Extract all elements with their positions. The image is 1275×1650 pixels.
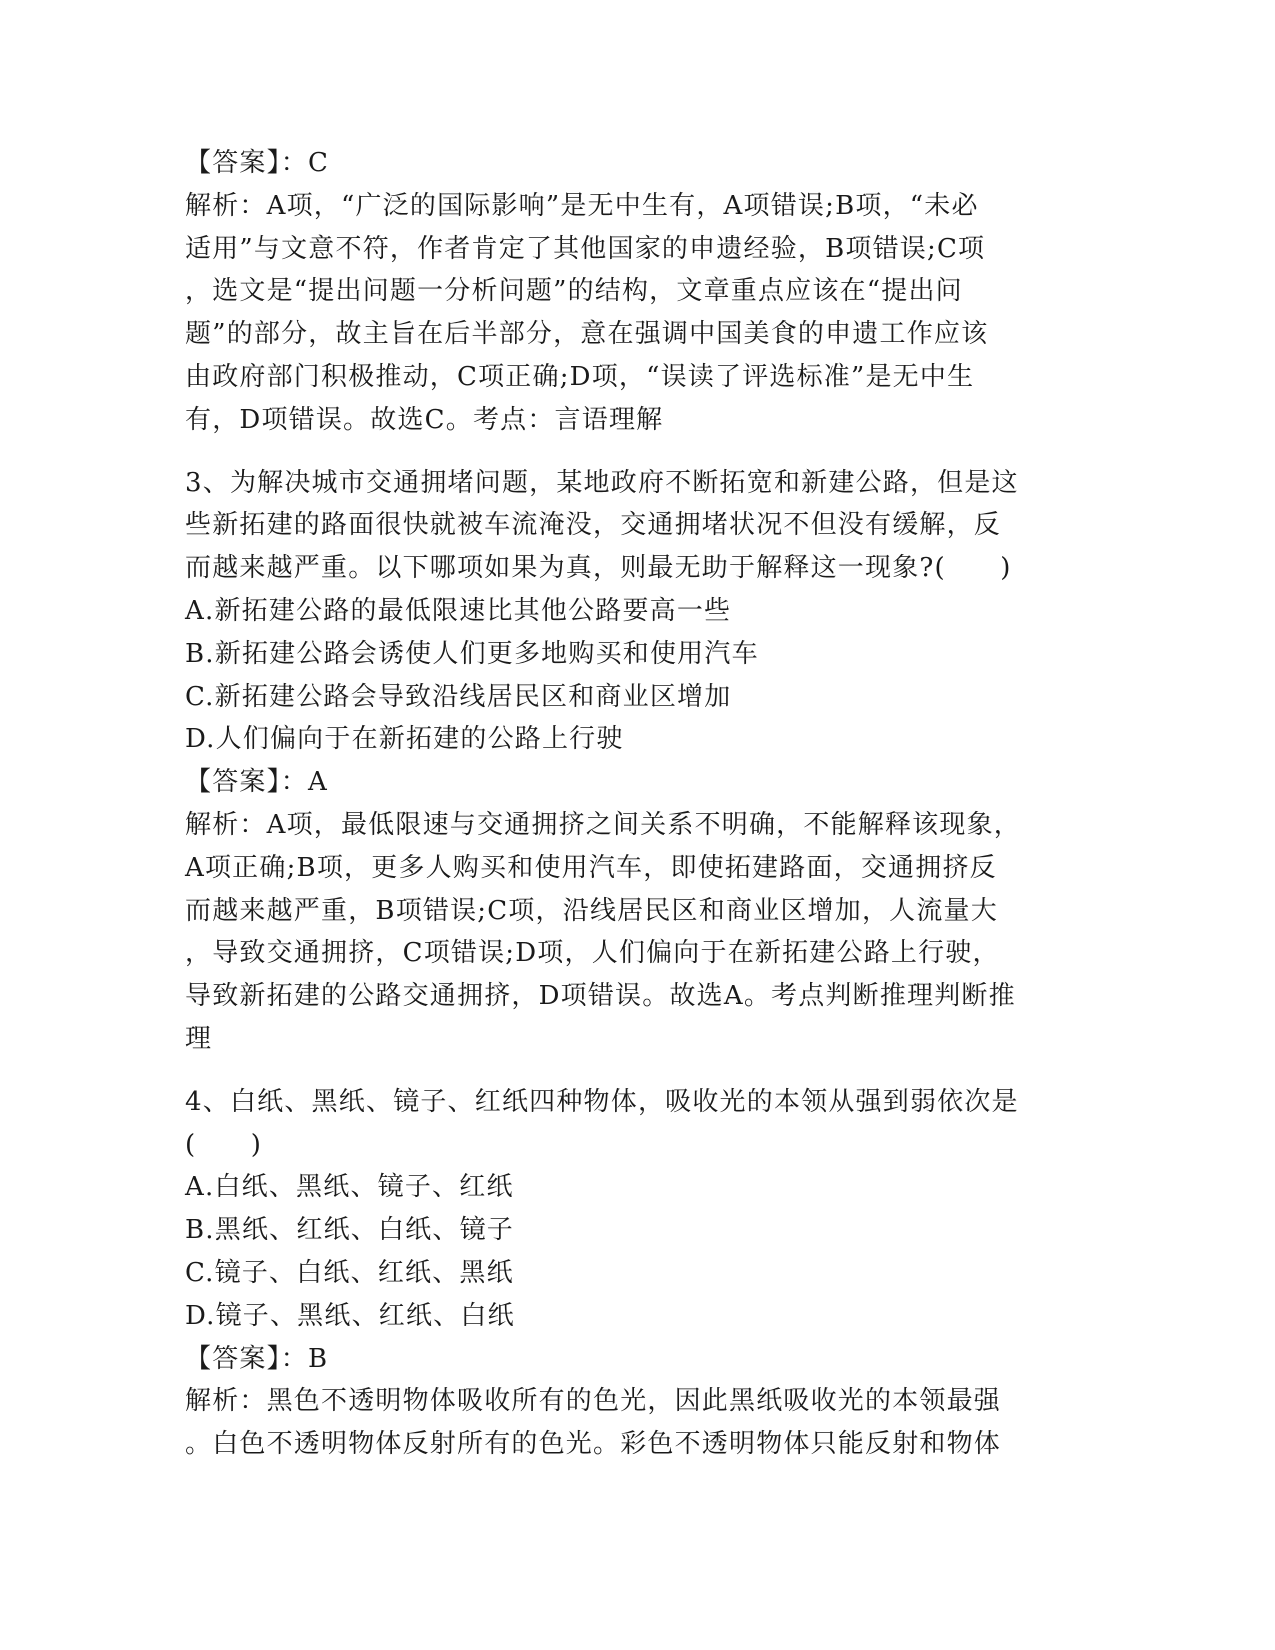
question-line: 3、为解决城市交通拥堵问题，某地政府不断拓宽和新建公路，但是这	[185, 467, 1019, 498]
options-list	[185, 1166, 1085, 1337]
analysis-line: 适用”与文意不符，作者肯定了其他国家的申遗经验，B项错误;C项	[185, 233, 986, 264]
answer-label: 【答案】：A	[185, 767, 328, 798]
section-spacer	[185, 1061, 1085, 1081]
question-3	[185, 462, 1085, 1061]
analysis-line: 有，D项错误。故选C。考点：言语理解	[185, 404, 664, 435]
section-spacer	[185, 442, 1085, 462]
answer-label: 【答案】：C	[185, 148, 330, 178]
question-stem	[185, 462, 1085, 590]
question-4	[185, 1081, 1085, 1466]
option-a: A.白纸、黑纸、镜子、红纸	[185, 1172, 514, 1203]
analysis-line: ，选文是“提出问题一分析问题”的结构，文章重点应该在“提出问	[185, 276, 963, 307]
analysis-line: 解析：A项，最低限速与交通拥挤之间关系不明确，不能解释该现象，	[185, 809, 1021, 840]
analysis-line: 理	[185, 1023, 213, 1054]
analysis-line: 。白色不透明物体反射所有的色光。彩色不透明物体只能反射和物体	[185, 1429, 1002, 1460]
analysis-text	[185, 804, 1085, 1061]
analysis-line: 解析：A项，“广泛的国际影响”是无中生有，A项错误;B项，“未必	[185, 190, 979, 221]
analysis-line: 解析：黑色不透明物体吸收所有的色光，因此黑纸吸收光的本领最强	[185, 1386, 1002, 1417]
option-d: D.镜子、黑纸、红纸、白纸	[185, 1300, 515, 1331]
option-d: D.人们偏向于在新拓建的公路上行驶	[185, 724, 624, 755]
option-c: C.新拓建公路会导致沿线居民区和商业区增加	[185, 681, 732, 712]
analysis-text	[185, 185, 1085, 442]
answer-block-q2	[185, 142, 1085, 442]
analysis-line: A项正确;B项，更多人购买和使用汽车，即使拓建路面，交通拥挤反	[185, 852, 997, 883]
answer-label: 【答案】：B	[185, 1343, 329, 1374]
question-line: 些新拓建的路面很快就被车流淹没，交通拥堵状况不但没有缓解，反	[185, 510, 1002, 541]
analysis-line: 而越来越严重，B项错误;C项，沿线居民区和商业区增加，人流量大	[185, 895, 998, 926]
option-c: C.镜子、白纸、红纸、黑纸	[185, 1257, 514, 1288]
option-b: B.新拓建公路会诱使人们更多地购买和使用汽车	[185, 638, 759, 669]
analysis-line: 导致新拓建的公路交通拥挤，D项错误。故选A。考点判断推理判断推	[185, 981, 1016, 1012]
question-line: 而越来越严重。以下哪项如果为真，则最无助于解释这一现象?( )	[185, 553, 1012, 584]
options-list	[185, 590, 1085, 761]
question-line: 4、白纸、黑纸、镜子、红纸四种物体，吸收光的本领从强到弱依次是	[185, 1086, 1019, 1117]
question-line: ( )	[185, 1129, 263, 1160]
option-a: A.新拓建公路的最低限速比其他公路要高一些	[185, 595, 732, 626]
document-page	[185, 142, 1085, 1466]
analysis-line: ，导致交通拥挤，C项错误;D项，人们偏向于在新拓建公路上行驶，	[185, 938, 1000, 969]
analysis-line: 由政府部门积极推动，C项正确;D项，“误读了评选标准”是无中生	[185, 361, 975, 392]
option-b: B.黑纸、红纸、白纸、镜子	[185, 1215, 514, 1246]
analysis-line: 题”的部分，故主旨在后半部分，意在强调中国美食的申遗工作应该	[185, 319, 989, 350]
question-stem	[185, 1081, 1085, 1167]
analysis-text	[185, 1380, 1085, 1466]
